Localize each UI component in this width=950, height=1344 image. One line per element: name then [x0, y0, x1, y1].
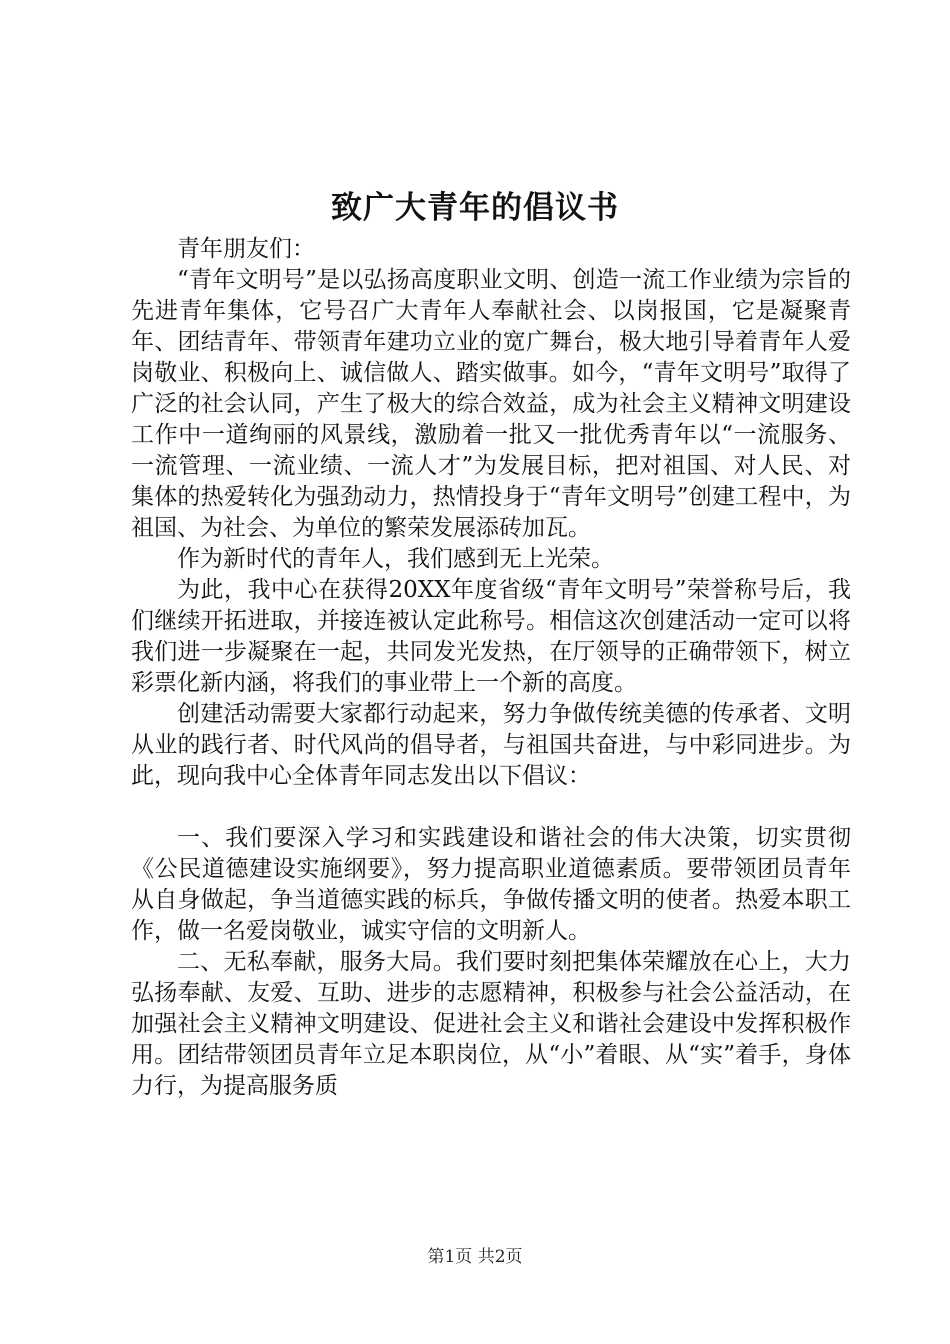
document-title: 致广大青年的倡议书 [331, 190, 619, 226]
paragraph-achievement: 为此，我中心在获得20XX年度省级“青年文明号”荣誉称号后，我们继续开拓进取，并接连被认定此称号。相信这次创建活动一定可以将我们进一步凝聚在一起，共同发光发热，在厅领导的正确带领下，树立彩票化新内涵，将我们的事业带上一个新的高度。 [131, 577, 851, 696]
document-body [131, 234, 851, 1102]
paragraph-call-to-action: 创建活动需要大家都行动起来，努力争做传统美德的传承者、文明从业的践行者、时代风尚的倡导者，与祖国共奋进，与中彩同进步。为此，现向我中心全体青年同志发出以下倡议： [131, 701, 851, 789]
greeting: 青年朋友们： [177, 236, 315, 262]
proposal-item-2: 二、无私奉献，服务大局。我们要时刻把集体荣耀放在心上，大力弘扬奉献、友爱、互助、进步的志愿精神，积极参与社会公益活动，在加强社会主义精神文明建设、促进社会主义和谐社会建设中发挥积极作用。团结带领团员青年立足本职岗位，从“小”着眼、从“实”着手，身体力行，为提高服务质 [131, 949, 851, 1099]
paragraph-honor: 作为新时代的青年人，我们感到无上光荣。 [177, 546, 614, 572]
page-footer: 第1页 共2页 [427, 1247, 523, 1267]
proposal-item-1: 一、我们要深入学习和实践建设和谐社会的伟大决策，切实贯彻《公民道德建设实施纲要》，努力提高职业道德素质。要带领团员青年从自身做起，争当道德实践的标兵，争做传播文明的使者。热爱本职工作，做一名爱岗敬业，诚实守信的文明新人。 [131, 825, 851, 944]
paragraph-intro: “青年文明号”是以弘扬高度职业文明、创造一流工作业绩为宗旨的先进青年集体，它号召广大青年人奉献社会、以岗报国，它是凝聚青年、团结青年、带领青年建功立业的宽广舞台，极大地引导着青年人爱岗敬业、积极向上、诚信做人、踏实做事。如今，“青年文明号”取得了广泛的社会认同，产生了极大的综合效益，成为社会主义精神文明建设工作中一道绚丽的风景线，激励着一批又一批优秀青年以“一流服务、一流管理、一流业绩、一流人才”为发展目标，把对祖国、对人民、对集体的热爱转化为强劲动力，热情投身于“青年文明号”创建工程中，为祖国、为社会、为单位的繁荣发展添砖加瓦。 [131, 267, 851, 541]
paragraph-spacer [131, 792, 851, 823]
